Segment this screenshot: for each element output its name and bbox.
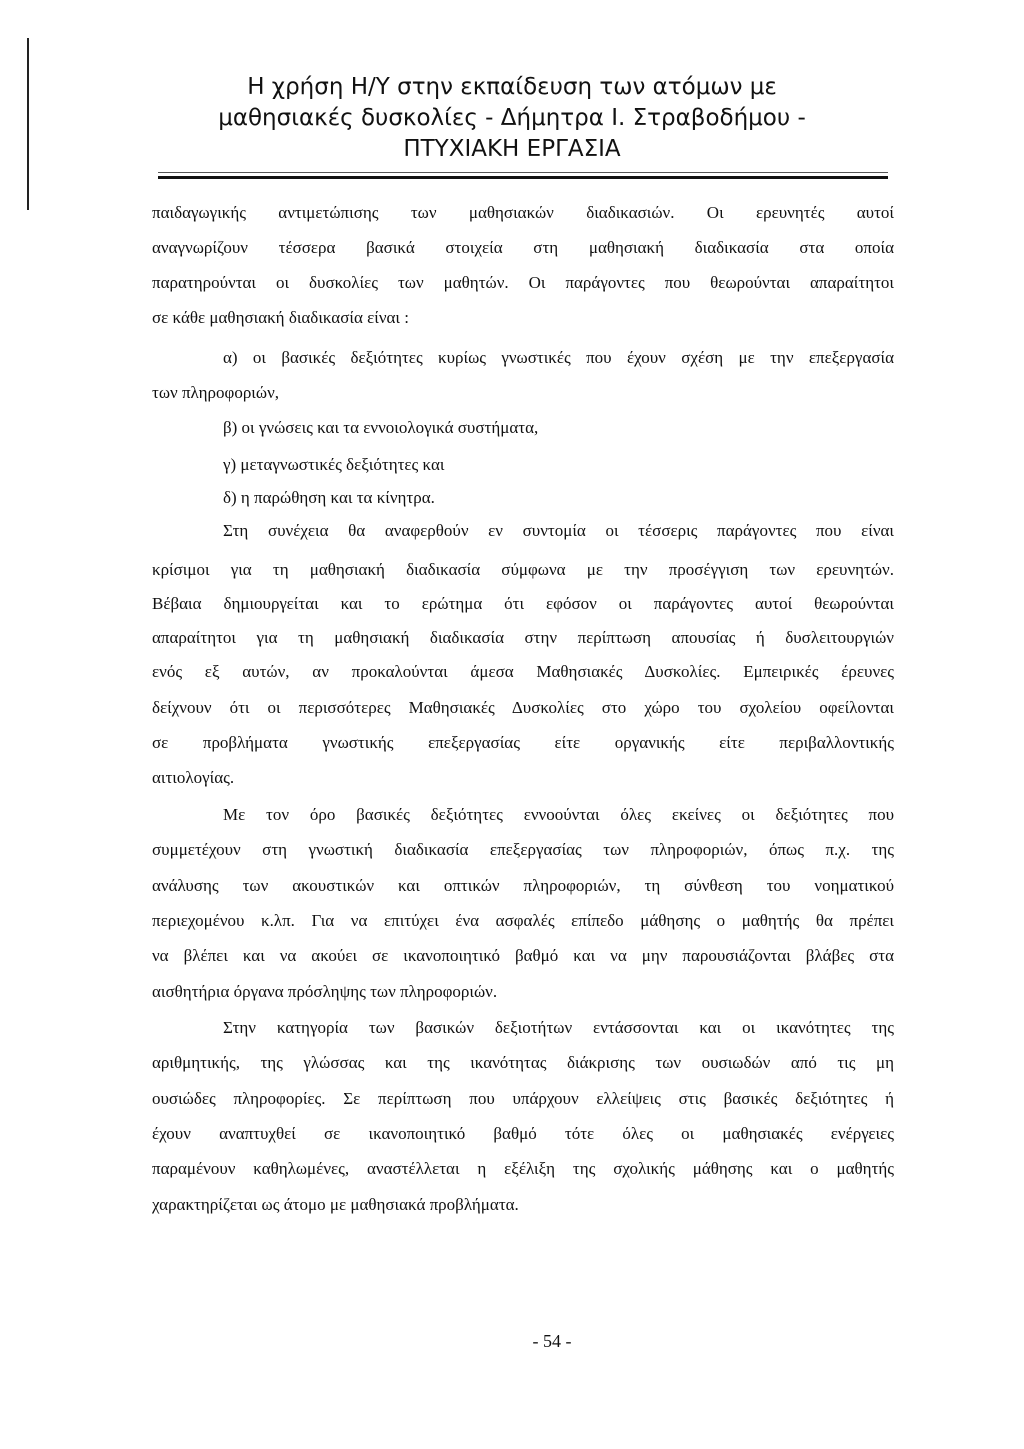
text-line: αισθητήρια όργανα πρόσληψης των πληροφοριών.: [152, 982, 498, 1001]
text-line: δείχνουν ότι οι περισσότερες Μαθησιακές Δυσκολίες στο χώρο του σχολείου οφείλονται: [152, 698, 894, 717]
text-line: Στη συνέχεια θα αναφερθούν εν συντομία οι τέσσερις παράγοντες που είναι: [223, 521, 894, 540]
text-line: ενός εξ αυτών, αν προκαλούνται άμεσα Μαθησιακές Δυσκολίες. Εμπειρικές έρευνες: [152, 662, 894, 681]
list-item: β) οι γνώσεις και τα εννοιολογικά συστήματα,: [223, 418, 539, 437]
text-line: περιεχομένου κ.λπ. Για να επιτύχει ένα ασφαλές επίπεδο μάθησης ο μαθητής θα πρέπει: [152, 911, 894, 930]
text-line: ουσιώδες πληροφορίες. Σε περίπτωση που υπάρχουν ελλείψεις στις βασικές δεξιότητες ή: [152, 1089, 894, 1108]
text-line: ανάλυσης των ακουστικών και οπτικών πληροφοριών, τη σύνθεση του νοηματικού: [152, 876, 894, 895]
text-line: συμμετέχουν στη γνωστική διαδικασία επεξεργασίας των πληροφοριών, όπως π.χ. της: [152, 840, 894, 859]
header-line-1: Η χρήση Η/Υ στην εκπαίδευση των ατόμων με: [247, 74, 777, 100]
text-line: αριθμητικής, της γλώσσας και της ικανότητας διάκρισης των ουσιωδών από τις μη: [152, 1053, 894, 1072]
text-line: χαρακτηρίζεται ως άτομο με μαθησιακά προβλήματα.: [152, 1195, 519, 1214]
list-item: γ) μεταγνωστικές δεξιότητες και: [223, 455, 445, 474]
text-line: σε προβλήματα γνωστικής επεξεργασίας είτε οργανικής είτε περιβαλλοντικής: [152, 733, 894, 752]
text-line: Βέβαια δημιουργείται και το ερώτημα ότι εφόσον οι παράγοντες αυτοί θεωρούνται: [152, 594, 894, 613]
text-line: σε κάθε μαθησιακή διαδικασία είναι :: [152, 308, 409, 327]
header-rule: [158, 176, 888, 179]
text-line: αιτιολογίας.: [152, 768, 235, 787]
running-header: [0, 72, 1024, 165]
text-line: Με τον όρο βασικές δεξιότητες εννοούνται όλες εκείνες οι δεξιότητες που: [223, 805, 894, 824]
text-line: των πληροφοριών,: [152, 383, 280, 402]
header-line-3: ΠΤΥΧΙΑΚΗ ΕΡΓΑΣΙΑ: [403, 136, 621, 162]
text-line: παιδαγωγικής αντιμετώπισης των μαθησιακών διαδικασιών. Οι ερευνητές αυτοί: [152, 203, 894, 222]
text-line: απαραίτητοι για τη μαθησιακή διαδικασία στην περίπτωση απουσίας ή δυσλειτουργιών: [152, 628, 894, 647]
header-line-2: μαθησιακές δυσκολίες - Δήμητρα Ι. Στραβοδήμου -: [218, 105, 806, 131]
text-line: παρατηρούνται οι δυσκολίες των μαθητών. Οι παράγοντες που θεωρούνται απαραίτητοι: [152, 273, 894, 292]
page-number: - 54 -: [532, 1331, 572, 1351]
text-line: Στην κατηγορία των βασικών δεξιοτήτων εντάσσονται και οι ικανότητες της: [223, 1018, 894, 1037]
list-item: δ) η παρώθηση και τα κίνητρα.: [223, 488, 435, 507]
list-item: α) οι βασικές δεξιότητες κυρίως γνωστικές που έχουν σχέση με την επεξεργασία: [223, 348, 894, 367]
text-line: παραμένουν καθηλωμένες, αναστέλλεται η εξέλιξη της σχολικής μάθησης και ο μαθητής: [152, 1159, 894, 1178]
text-line: έχουν αναπτυχθεί σε ικανοποιητικό βαθμό τότε όλες οι μαθησιακές ενέργειες: [152, 1124, 894, 1143]
text-line: κρίσιμοι για τη μαθησιακή διαδικασία σύμφωνα με την προσέγγιση των ερευνητών.: [152, 560, 894, 579]
header-rule-thin: [158, 172, 888, 173]
text-line: αναγνωρίζουν τέσσερα βασικά στοιχεία στη μαθησιακή διαδικασία στα οποία: [152, 238, 894, 257]
text-line: να βλέπει και να ακούει σε ικανοποιητικό βαθμό και να μην παρουσιάζονται βλάβες στα: [152, 946, 894, 965]
